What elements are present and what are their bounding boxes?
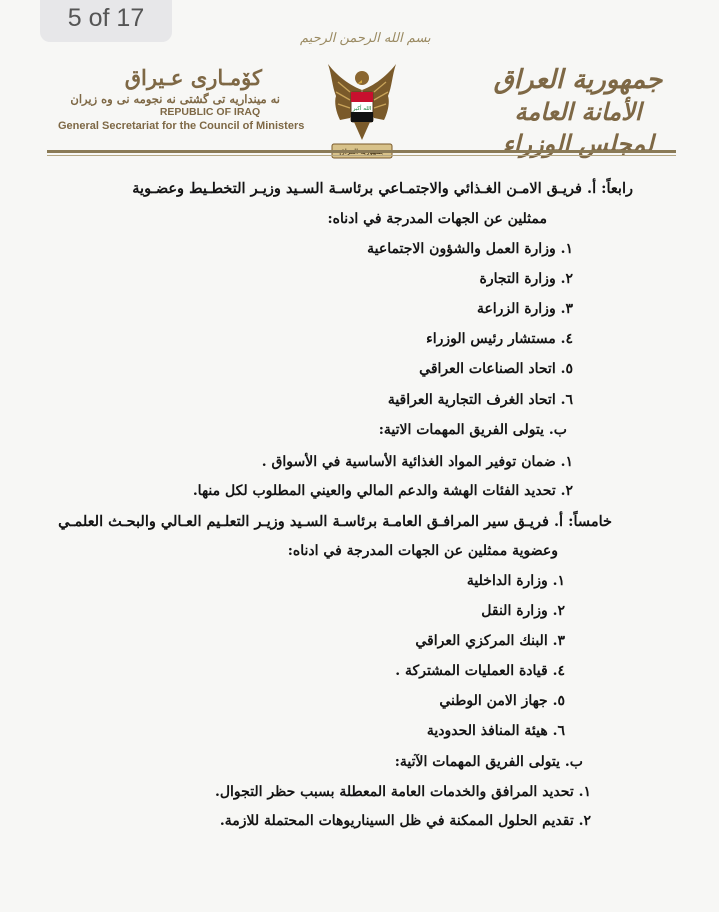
letterhead-divider-thin	[47, 155, 676, 156]
section4-task-item: ١. ضمان توفير المواد الغذائية الأساسية في الأسواق .	[261, 454, 573, 470]
letterhead-divider	[47, 150, 676, 153]
section5-list-item: ٤. قيادة العمليات المشتركة .	[395, 663, 565, 679]
iraq-eagle-emblem-icon	[324, 62, 400, 164]
section5-heading-line2: وعضوية ممثلين عن الجهات المدرجة في ادناه:	[287, 543, 558, 559]
section4-task-item: ٢. تحديد الفئات الهشة والدعم المالي والعيني المطلوب لكل منها.	[192, 483, 573, 499]
section5-heading-line1: خامساً: أ. فريـق سير المرافـق العامـة برئاسـة السـيد وزيـر التعلـيم العـالي والبحـث العلمـي	[58, 513, 612, 530]
section4-heading-line1: رابعاً: أ. فريـق الامـن الغـذائي والاجتمـاعي برئاسـة السـيد وزيـر التخطـيط وعضـوية	[132, 180, 633, 197]
section5-task-item: ٢. تقديم الحلول الممكنة في ظل السيناريوهات المحتملة للازمة.	[219, 813, 591, 829]
kurdish-subtitle: نه مينداريه تى گشتى نه نجومه نى وه زيران	[70, 92, 280, 106]
section5-task-item: ١. تحديد المرافق والخدمات العامة المعطلة بسبب حظر التجوال.	[214, 784, 591, 800]
arabic-subtitle: الأمانة العامة لمجلس الوزراء	[502, 97, 654, 158]
letterhead-left-block	[58, 64, 305, 133]
section5-list-item: ١. وزارة الداخلية	[466, 573, 565, 589]
section4-list-item: ٤. مستشار رئيس الوزراء	[426, 331, 573, 347]
emblem-inscription: الله أكبر	[352, 106, 372, 112]
english-subtitle: General Secretariat for the Council of Ministers	[58, 120, 305, 132]
page-indicator-badge: 5 of 17	[40, 0, 172, 42]
section4-tasks-heading: ب. يتولى الفريق المهمات الاتية:	[378, 422, 567, 438]
section4-list-item: ٥. اتحاد الصناعات العراقي	[419, 361, 573, 377]
emblem-banner-text: جمهورية العراق	[339, 148, 385, 156]
kurdish-title: كۆمـارى عـيراق	[124, 65, 262, 90]
section4-list-item: ٣. وزارة الزراعة	[476, 301, 573, 317]
section5-list-item: ٣. البنك المركزي العراقي	[415, 633, 565, 649]
section4-list-item: ١. وزارة العمل والشؤون الاجتماعية	[367, 241, 573, 257]
section5-list-item: ٢. وزارة النقل	[481, 603, 565, 619]
letterhead-right-block	[478, 64, 678, 160]
basmala: بسم الله الرحمن الرحيم	[300, 31, 431, 46]
section5-tasks-heading: ب. يتولى الفريق المهمات الآتية:	[394, 754, 583, 770]
section4-list-item: ٦. اتحاد الغرف التجارية العراقية	[387, 392, 573, 408]
section4-heading-line2: ممثلين عن الجهات المدرجة في ادناه:	[327, 211, 547, 227]
arabic-title: جمهورية العراق	[493, 65, 663, 95]
section4-list-item: ٢. وزارة التجارة	[479, 271, 573, 287]
english-title: REPUBLIC OF IRAQ	[159, 106, 261, 118]
section5-list-item: ٥. جهاز الامن الوطني	[439, 693, 565, 709]
section5-list-item: ٦. هيئة المنافذ الحدودية	[426, 723, 565, 739]
